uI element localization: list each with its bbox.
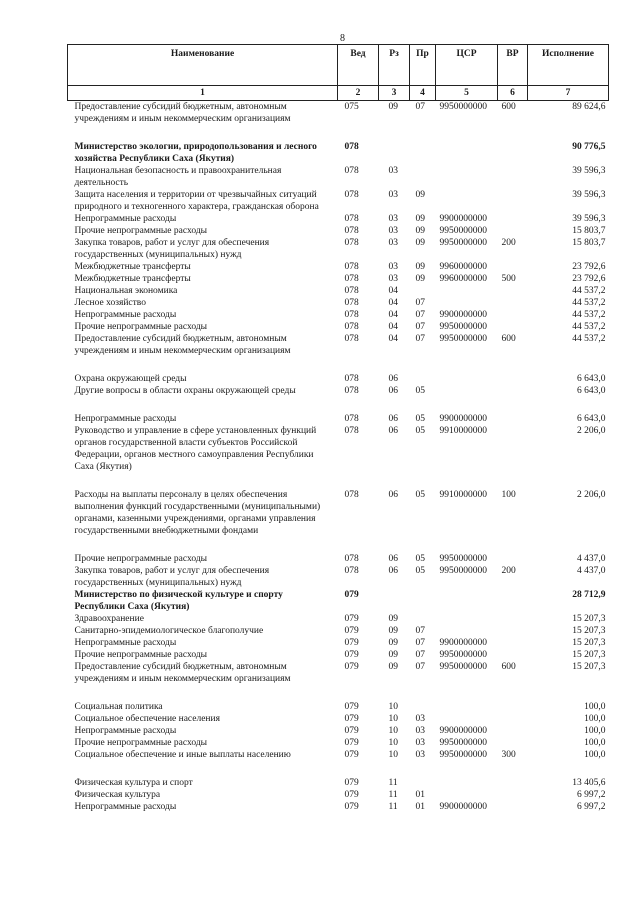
cell-name: Социальное обеспечение населения bbox=[74, 714, 220, 724]
cell-isp: 39 596,3 bbox=[572, 190, 606, 200]
cell-vr bbox=[498, 725, 528, 737]
table-row bbox=[68, 101, 609, 126]
cell-csr bbox=[436, 165, 498, 189]
cell-name: Здравоохранение bbox=[74, 614, 144, 624]
cell-ved: 079 bbox=[344, 778, 359, 788]
cell-name: Физическая культура и спорт bbox=[74, 778, 193, 788]
cell-name: Прочие непрограммные расходы bbox=[74, 738, 208, 748]
cell-vr bbox=[498, 637, 528, 649]
cell-csr: 9950000000 bbox=[439, 566, 487, 576]
cell-isp: 44 537,2 bbox=[572, 310, 606, 320]
cell-pr: 05 bbox=[415, 426, 425, 436]
cell-rz: 04 bbox=[388, 310, 398, 320]
cell-pr bbox=[410, 685, 436, 713]
cell-vr bbox=[498, 425, 528, 473]
cell-csr bbox=[436, 789, 498, 801]
page-number: 8 bbox=[340, 33, 345, 44]
cell-isp: 6 643,0 bbox=[577, 386, 606, 396]
cell-csr bbox=[436, 385, 498, 397]
cell-pr: 05 bbox=[415, 554, 425, 564]
cell-ved: 075 bbox=[344, 102, 359, 112]
table-row bbox=[68, 333, 609, 357]
cell-isp: 100,0 bbox=[584, 726, 606, 736]
cell-csr bbox=[436, 685, 498, 713]
cell-isp: 100,0 bbox=[584, 714, 606, 724]
cell-rz: 11 bbox=[388, 802, 398, 812]
table-row bbox=[68, 713, 609, 725]
cell-ved: 078 bbox=[344, 566, 359, 576]
cell-pr: 09 bbox=[415, 226, 425, 236]
cell-ved: 078 bbox=[344, 286, 359, 296]
cell-csr: 9950000000 bbox=[439, 554, 487, 564]
cell-vr bbox=[498, 189, 528, 213]
cell-ved: 078 bbox=[344, 374, 359, 384]
cell-ved: 079 bbox=[344, 638, 359, 648]
cell-isp: 15 803,7 bbox=[572, 238, 606, 248]
cell-vr bbox=[498, 537, 528, 565]
cell-isp: 44 537,2 bbox=[572, 334, 606, 344]
table-row bbox=[68, 737, 609, 749]
cell-pr: 07 bbox=[415, 626, 425, 636]
cell-pr: 07 bbox=[415, 662, 425, 672]
cell-rz bbox=[379, 589, 410, 613]
cell-isp: 89 624,6 bbox=[572, 102, 606, 112]
cell-vr bbox=[498, 613, 528, 625]
cell-isp: 6 997,2 bbox=[577, 802, 606, 812]
cell-pr: 05 bbox=[415, 414, 425, 424]
cell-rz: 06 bbox=[388, 554, 398, 564]
cell-isp: 23 792,6 bbox=[572, 262, 606, 272]
cell-csr bbox=[436, 713, 498, 725]
cell-isp: 4 437,0 bbox=[577, 554, 606, 564]
cell-vr bbox=[498, 737, 528, 749]
cell-name: Прочие непрограммные расходы bbox=[74, 650, 208, 660]
cell-vr bbox=[498, 285, 528, 297]
cell-csr: 9960000000 bbox=[439, 274, 487, 284]
table-row bbox=[68, 685, 609, 713]
header-rz: Рз bbox=[379, 45, 410, 86]
cell-vr bbox=[498, 685, 528, 713]
cell-pr: 07 bbox=[415, 310, 425, 320]
cell-pr: 07 bbox=[415, 334, 425, 344]
table-row bbox=[68, 273, 609, 285]
column-number: 3 bbox=[379, 86, 410, 101]
cell-vr: 600 bbox=[501, 102, 516, 112]
cell-isp: 6 643,0 bbox=[577, 414, 606, 424]
cell-rz: 04 bbox=[388, 286, 398, 296]
cell-pr bbox=[410, 613, 436, 625]
cell-csr: 9900000000 bbox=[439, 802, 487, 812]
cell-pr: 09 bbox=[415, 262, 425, 272]
cell-pr bbox=[410, 589, 436, 613]
cell-csr bbox=[436, 625, 498, 637]
cell-csr: 9950000000 bbox=[439, 102, 487, 112]
table-row bbox=[68, 125, 609, 165]
cell-vr bbox=[498, 397, 528, 425]
cell-isp: 6 643,0 bbox=[577, 374, 606, 384]
cell-rz: 10 bbox=[388, 702, 398, 712]
cell-vr bbox=[498, 789, 528, 801]
table-row bbox=[68, 213, 609, 225]
cell-vr bbox=[498, 213, 528, 225]
cell-csr: 9900000000 bbox=[439, 414, 487, 424]
cell-pr: 03 bbox=[415, 714, 425, 724]
table-row bbox=[68, 537, 609, 565]
cell-pr bbox=[410, 357, 436, 385]
cell-rz: 09 bbox=[388, 662, 398, 672]
cell-vr: 100 bbox=[501, 490, 516, 500]
cell-name: Прочие непрограммные расходы bbox=[74, 554, 208, 564]
cell-rz: 03 bbox=[388, 166, 398, 176]
cell-csr bbox=[436, 761, 498, 789]
cell-pr: 03 bbox=[415, 726, 425, 736]
cell-vr bbox=[498, 321, 528, 333]
cell-pr: 09 bbox=[415, 214, 425, 224]
cell-name: Физическая культура bbox=[74, 790, 161, 800]
table-row bbox=[68, 237, 609, 261]
table-row bbox=[68, 385, 609, 397]
cell-csr bbox=[436, 613, 498, 625]
cell-name: Предоставление субсидий бюджетным, автономным учреждениям и иным некоммерческим организациям bbox=[74, 662, 291, 684]
table-row bbox=[68, 613, 609, 625]
cell-name: Министерство по физической культуре и спорту Республики Саха (Якутия) bbox=[74, 590, 283, 612]
cell-isp: 2 206,0 bbox=[577, 490, 606, 500]
cell-ved: 078 bbox=[344, 190, 359, 200]
column-number: 4 bbox=[410, 86, 436, 101]
cell-pr: 09 bbox=[415, 274, 425, 284]
cell-name: Расходы на выплаты персоналу в целях обеспечения выполнения функций государственными (муниципальными) органами, казенными учреждениями, органами управления государственными внебюджетными фондами bbox=[74, 490, 321, 536]
cell-csr: 9950000000 bbox=[439, 322, 487, 332]
table-row bbox=[68, 309, 609, 321]
cell-pr: 05 bbox=[415, 566, 425, 576]
cell-name: Закупка товаров, работ и услуг для обеспечения государственных (муниципальных) нужд bbox=[74, 238, 270, 260]
cell-vr bbox=[498, 125, 528, 165]
cell-ved: 078 bbox=[344, 414, 359, 424]
cell-vr bbox=[498, 225, 528, 237]
cell-ved: 079 bbox=[344, 738, 359, 748]
table-row bbox=[68, 189, 609, 213]
cell-name: Руководство и управление в сфере установленных функций органов государственной власти субъектов Российской Федерации, органов местного самоуправления Республики Саха (Якутия) bbox=[74, 426, 317, 472]
cell-ved: 079 bbox=[344, 590, 359, 600]
cell-name: Прочие непрограммные расходы bbox=[74, 226, 208, 236]
table-row bbox=[68, 589, 609, 613]
cell-vr bbox=[498, 589, 528, 613]
cell-rz: 10 bbox=[388, 726, 398, 736]
column-number: 7 bbox=[528, 86, 609, 101]
header-ved: Вед bbox=[338, 45, 379, 86]
table-row bbox=[68, 261, 609, 273]
cell-csr: 9960000000 bbox=[439, 262, 487, 272]
cell-name: Непрограммные расходы bbox=[74, 802, 177, 812]
cell-name: Национальная экономика bbox=[74, 286, 178, 296]
cell-ved: 078 bbox=[344, 262, 359, 272]
cell-pr: 07 bbox=[415, 638, 425, 648]
table-row bbox=[68, 397, 609, 425]
cell-csr: 9910000000 bbox=[439, 490, 487, 500]
table-row bbox=[68, 225, 609, 237]
cell-rz: 04 bbox=[388, 322, 398, 332]
cell-ved: 079 bbox=[344, 626, 359, 636]
cell-isp: 6 997,2 bbox=[577, 790, 606, 800]
cell-rz bbox=[379, 125, 410, 165]
cell-name: Непрограммные расходы bbox=[74, 638, 177, 648]
cell-pr: 07 bbox=[415, 298, 425, 308]
cell-pr: 07 bbox=[415, 322, 425, 332]
cell-rz: 09 bbox=[388, 650, 398, 660]
cell-rz: 06 bbox=[388, 566, 398, 576]
cell-csr: 9950000000 bbox=[439, 738, 487, 748]
cell-isp: 28 712,9 bbox=[572, 590, 606, 600]
cell-pr bbox=[410, 125, 436, 165]
cell-csr: 9950000000 bbox=[439, 226, 487, 236]
cell-ved: 078 bbox=[344, 226, 359, 236]
cell-name: Социальная политика bbox=[74, 702, 163, 712]
table-body bbox=[68, 101, 609, 814]
column-number: 6 bbox=[498, 86, 528, 101]
table-row bbox=[68, 801, 609, 813]
cell-isp: 15 803,7 bbox=[572, 226, 606, 236]
cell-vr: 200 bbox=[501, 238, 516, 248]
table-row bbox=[68, 625, 609, 637]
cell-ved: 078 bbox=[344, 298, 359, 308]
cell-name: Непрограммные расходы bbox=[74, 310, 177, 320]
cell-vr bbox=[498, 385, 528, 397]
header-name: Наименование bbox=[68, 45, 338, 86]
cell-name: Непрограммные расходы bbox=[74, 214, 177, 224]
cell-rz: 09 bbox=[388, 638, 398, 648]
table-row bbox=[68, 425, 609, 473]
cell-pr bbox=[410, 761, 436, 789]
cell-ved: 078 bbox=[344, 490, 359, 500]
cell-vr bbox=[498, 649, 528, 661]
cell-rz: 03 bbox=[388, 238, 398, 248]
table-row bbox=[68, 285, 609, 297]
table-row bbox=[68, 565, 609, 589]
cell-ved: 079 bbox=[344, 714, 359, 724]
column-number-row bbox=[68, 86, 609, 101]
budget-table bbox=[67, 44, 609, 813]
cell-pr: 03 bbox=[415, 738, 425, 748]
cell-rz: 06 bbox=[388, 490, 398, 500]
cell-ved: 078 bbox=[344, 214, 359, 224]
table-row bbox=[68, 725, 609, 737]
cell-ved: 079 bbox=[344, 702, 359, 712]
cell-vr bbox=[498, 297, 528, 309]
table-row bbox=[68, 473, 609, 537]
cell-vr bbox=[498, 625, 528, 637]
cell-ved: 078 bbox=[344, 426, 359, 436]
cell-rz: 06 bbox=[388, 426, 398, 436]
cell-csr: 9900000000 bbox=[439, 726, 487, 736]
cell-ved: 078 bbox=[344, 554, 359, 564]
cell-rz: 10 bbox=[388, 738, 398, 748]
cell-csr bbox=[436, 125, 498, 165]
cell-isp: 100,0 bbox=[584, 702, 606, 712]
cell-ved: 079 bbox=[344, 790, 359, 800]
cell-name: Прочие непрограммные расходы bbox=[74, 322, 208, 332]
cell-ved: 079 bbox=[344, 750, 359, 760]
cell-vr: 300 bbox=[501, 750, 516, 760]
cell-name: Национальная безопасность и правоохранительная деятельность bbox=[74, 166, 282, 188]
cell-csr bbox=[436, 357, 498, 385]
cell-csr: 9900000000 bbox=[439, 638, 487, 648]
cell-name: Закупка товаров, работ и услуг для обеспечения государственных (муниципальных) нужд bbox=[74, 566, 270, 588]
cell-pr: 07 bbox=[415, 102, 425, 112]
cell-rz: 10 bbox=[388, 714, 398, 724]
cell-rz: 03 bbox=[388, 274, 398, 284]
cell-isp: 44 537,2 bbox=[572, 322, 606, 332]
cell-csr bbox=[436, 285, 498, 297]
header-pr: Пр bbox=[410, 45, 436, 86]
cell-isp: 100,0 bbox=[584, 750, 606, 760]
cell-isp: 100,0 bbox=[584, 738, 606, 748]
cell-rz: 03 bbox=[388, 226, 398, 236]
table-row bbox=[68, 749, 609, 761]
cell-vr bbox=[498, 761, 528, 789]
cell-isp: 15 207,3 bbox=[572, 614, 606, 624]
cell-pr: 09 bbox=[415, 238, 425, 248]
cell-isp: 15 207,3 bbox=[572, 662, 606, 672]
cell-rz: 03 bbox=[388, 190, 398, 200]
cell-vr bbox=[498, 801, 528, 813]
cell-vr bbox=[498, 309, 528, 321]
cell-name: Межбюджетные трансферты bbox=[74, 274, 191, 284]
cell-isp: 2 206,0 bbox=[577, 426, 606, 436]
cell-pr: 01 bbox=[415, 790, 425, 800]
cell-csr bbox=[436, 297, 498, 309]
cell-isp: 15 207,3 bbox=[572, 626, 606, 636]
cell-isp: 90 776,5 bbox=[572, 142, 606, 152]
cell-ved: 078 bbox=[344, 238, 359, 248]
cell-pr: 03 bbox=[415, 750, 425, 760]
table-row bbox=[68, 661, 609, 685]
table-row bbox=[68, 321, 609, 333]
cell-ved: 078 bbox=[344, 334, 359, 344]
cell-rz: 10 bbox=[388, 750, 398, 760]
cell-name: Санитарно-эпидемиологическое благополучие bbox=[74, 626, 264, 636]
cell-isp: 44 537,2 bbox=[572, 298, 606, 308]
cell-rz: 11 bbox=[388, 790, 398, 800]
cell-rz: 09 bbox=[388, 626, 398, 636]
cell-rz: 03 bbox=[388, 214, 398, 224]
cell-isp: 15 207,3 bbox=[572, 638, 606, 648]
table-row bbox=[68, 165, 609, 189]
cell-isp: 39 596,3 bbox=[572, 166, 606, 176]
cell-vr bbox=[498, 713, 528, 725]
cell-name: Лесное хозяйство bbox=[74, 298, 146, 308]
cell-csr: 9950000000 bbox=[439, 334, 487, 344]
table-row bbox=[68, 789, 609, 801]
cell-ved: 078 bbox=[344, 142, 359, 152]
cell-vr bbox=[498, 261, 528, 273]
cell-pr: 01 bbox=[415, 802, 425, 812]
column-number: 2 bbox=[338, 86, 379, 101]
table-row bbox=[68, 637, 609, 649]
cell-ved: 079 bbox=[344, 726, 359, 736]
cell-name: Предоставление субсидий бюджетным, автономным учреждениям и иным некоммерческим организациям bbox=[74, 334, 291, 356]
cell-ved: 079 bbox=[344, 662, 359, 672]
cell-name: Министерство экологии, природопользования и лесного хозяйства Республики Саха (Якутия) bbox=[74, 142, 317, 164]
cell-ved: 079 bbox=[344, 650, 359, 660]
cell-csr: 9950000000 bbox=[439, 662, 487, 672]
cell-ved: 079 bbox=[344, 802, 359, 812]
cell-ved: 078 bbox=[344, 310, 359, 320]
cell-ved: 078 bbox=[344, 322, 359, 332]
cell-isp: 13 405,6 bbox=[572, 778, 606, 788]
cell-csr: 9950000000 bbox=[439, 750, 487, 760]
cell-vr bbox=[498, 165, 528, 189]
header-csr: ЦСР bbox=[436, 45, 498, 86]
table-row bbox=[68, 357, 609, 385]
column-number: 5 bbox=[436, 86, 498, 101]
cell-pr: 09 bbox=[415, 190, 425, 200]
cell-rz: 06 bbox=[388, 374, 398, 384]
cell-vr: 600 bbox=[501, 662, 516, 672]
cell-csr: 9950000000 bbox=[439, 650, 487, 660]
cell-pr bbox=[410, 165, 436, 189]
cell-rz: 04 bbox=[388, 298, 398, 308]
cell-isp: 4 437,0 bbox=[577, 566, 606, 576]
cell-isp: 15 207,3 bbox=[572, 650, 606, 660]
cell-pr: 07 bbox=[415, 650, 425, 660]
cell-rz: 09 bbox=[388, 102, 398, 112]
cell-name: Непрограммные расходы bbox=[74, 726, 177, 736]
header-isp: Исполнение bbox=[528, 45, 609, 86]
cell-csr: 9950000000 bbox=[439, 238, 487, 248]
cell-csr bbox=[436, 189, 498, 213]
cell-vr: 600 bbox=[501, 334, 516, 344]
cell-name: Другие вопросы в области охраны окружающей среды bbox=[74, 386, 296, 396]
cell-rz: 09 bbox=[388, 614, 398, 624]
cell-name: Защита населения и территории от чрезвычайных ситуаций природного и техногенного характера, гражданская оборона bbox=[74, 190, 319, 212]
cell-name: Предоставление субсидий бюджетным, автономным учреждениям и иным некоммерческим организациям bbox=[74, 102, 291, 124]
cell-csr bbox=[436, 589, 498, 613]
cell-isp: 39 596,3 bbox=[572, 214, 606, 224]
cell-csr: 9900000000 bbox=[439, 214, 487, 224]
cell-vr: 500 bbox=[501, 274, 516, 284]
cell-csr: 9910000000 bbox=[439, 426, 487, 436]
cell-vr: 200 bbox=[501, 566, 516, 576]
header-row bbox=[68, 45, 609, 86]
cell-rz: 04 bbox=[388, 334, 398, 344]
cell-vr bbox=[498, 357, 528, 385]
cell-ved: 079 bbox=[344, 614, 359, 624]
cell-isp: 44 537,2 bbox=[572, 286, 606, 296]
column-number: 1 bbox=[68, 86, 338, 101]
table-row bbox=[68, 649, 609, 661]
cell-name: Межбюджетные трансферты bbox=[74, 262, 191, 272]
cell-isp: 23 792,6 bbox=[572, 274, 606, 284]
cell-ved: 078 bbox=[344, 386, 359, 396]
cell-rz: 06 bbox=[388, 414, 398, 424]
cell-name: Непрограммные расходы bbox=[74, 414, 177, 424]
cell-rz: 06 bbox=[388, 386, 398, 396]
cell-rz: 11 bbox=[388, 778, 398, 788]
cell-ved: 078 bbox=[344, 166, 359, 176]
cell-csr: 9900000000 bbox=[439, 310, 487, 320]
cell-pr: 05 bbox=[415, 386, 425, 396]
table-row bbox=[68, 297, 609, 309]
cell-ved: 078 bbox=[344, 274, 359, 284]
cell-name: Социальное обеспечение и иные выплаты населению bbox=[74, 750, 291, 760]
header-vr: ВР bbox=[498, 45, 528, 86]
cell-name: Охрана окружающей среды bbox=[74, 374, 187, 384]
cell-rz: 03 bbox=[388, 262, 398, 272]
table-row bbox=[68, 761, 609, 789]
cell-pr: 05 bbox=[415, 490, 425, 500]
cell-pr bbox=[410, 285, 436, 297]
